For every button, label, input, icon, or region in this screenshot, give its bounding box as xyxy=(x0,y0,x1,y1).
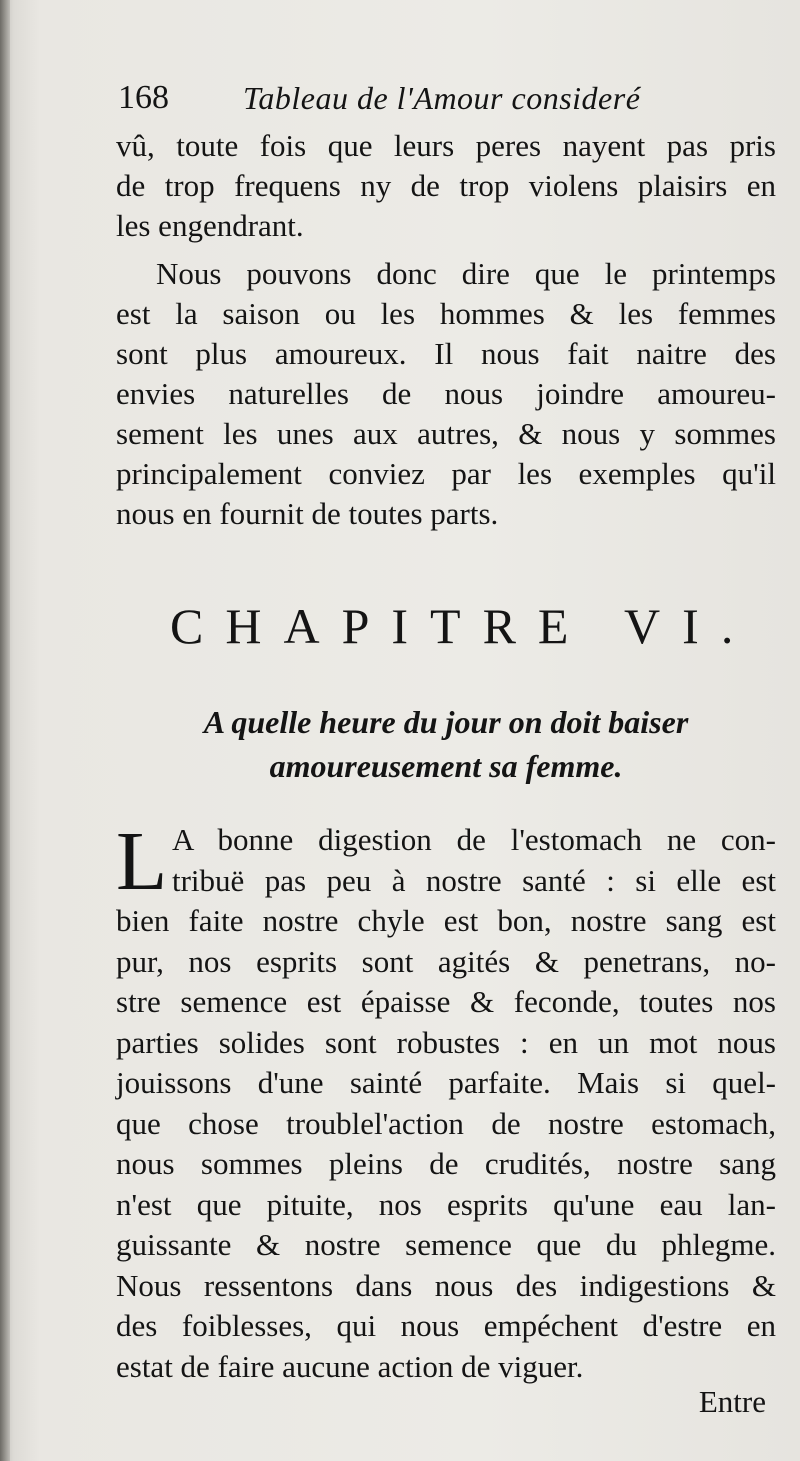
page-header xyxy=(118,70,750,126)
text-line: principalement conviez par les exemples qu'il xyxy=(116,456,776,491)
catchword: Entre xyxy=(698,1384,766,1419)
text-line: Nous pouvons donc dire que le printemps xyxy=(156,256,776,291)
text-line: nous sommes pleins de crudités, nostre sang xyxy=(116,1146,776,1181)
text-line: que chose troublel'action de nostre estomach, xyxy=(116,1105,776,1141)
text-line: les engendrant. xyxy=(116,208,304,243)
text-line: sont plus amoureux. Il nous fait naitre des xyxy=(116,336,776,371)
chapter-title-line: amoureusement sa femme. xyxy=(269,748,623,784)
text-line: guissante & nostre semence que du phlegme. xyxy=(116,1227,776,1262)
text-line: nous en fournit de toutes parts. xyxy=(116,496,499,531)
text-line: estat de faire aucune action de viguer. xyxy=(116,1348,584,1384)
text-line: bien faite nostre chyle est bon, nostre sang est xyxy=(116,903,776,938)
text-line: A bonne digestion de l'estomach ne con- xyxy=(172,822,776,857)
page-gutter-shadow xyxy=(0,0,10,1461)
text-line: pur, nos esprits sont agités & penetrans, no- xyxy=(116,943,776,979)
chapter-title xyxy=(116,700,776,788)
text-line: parties solides sont robustes : en un mot nous xyxy=(116,1024,776,1060)
drop-cap: L xyxy=(116,815,168,908)
text-line: stre semence est épaisse & feconde, toutes nos xyxy=(116,984,776,1019)
text-line: des foiblesses, qui nous empéchent d'estre en xyxy=(116,1308,776,1343)
page-number: 168 xyxy=(118,79,169,116)
text-line: vû, toute fois que leurs peres nayent pas pris xyxy=(116,128,776,163)
text-line: de trop frequens ny de trop violens plaisirs en xyxy=(116,168,776,203)
text-line: jouissons d'une sainté parfaite. Mais si quel- xyxy=(116,1065,776,1100)
chapter-heading: CHAPITRE VI. xyxy=(170,598,756,654)
text-line: tribuë pas peu à nostre santé : si elle est xyxy=(172,862,776,898)
text-line: envies naturelles de nous joindre amoureu- xyxy=(116,376,776,411)
text-line: Nous ressentons dans nous des indigestions & xyxy=(116,1267,776,1303)
text-line: sement les unes aux autres, & nous y sommes xyxy=(116,416,776,451)
chapter-text-block xyxy=(116,815,776,1387)
main-text-block xyxy=(116,126,776,534)
text-line: est la saison ou les hommes & les femmes xyxy=(116,296,776,331)
chapter-title-line: A quelle heure du jour on doit baiser xyxy=(203,704,689,740)
running-head: Tableau de l'Amour consideré xyxy=(243,80,641,116)
text-line: n'est que pituite, nos esprits qu'une eau lan- xyxy=(116,1186,776,1222)
